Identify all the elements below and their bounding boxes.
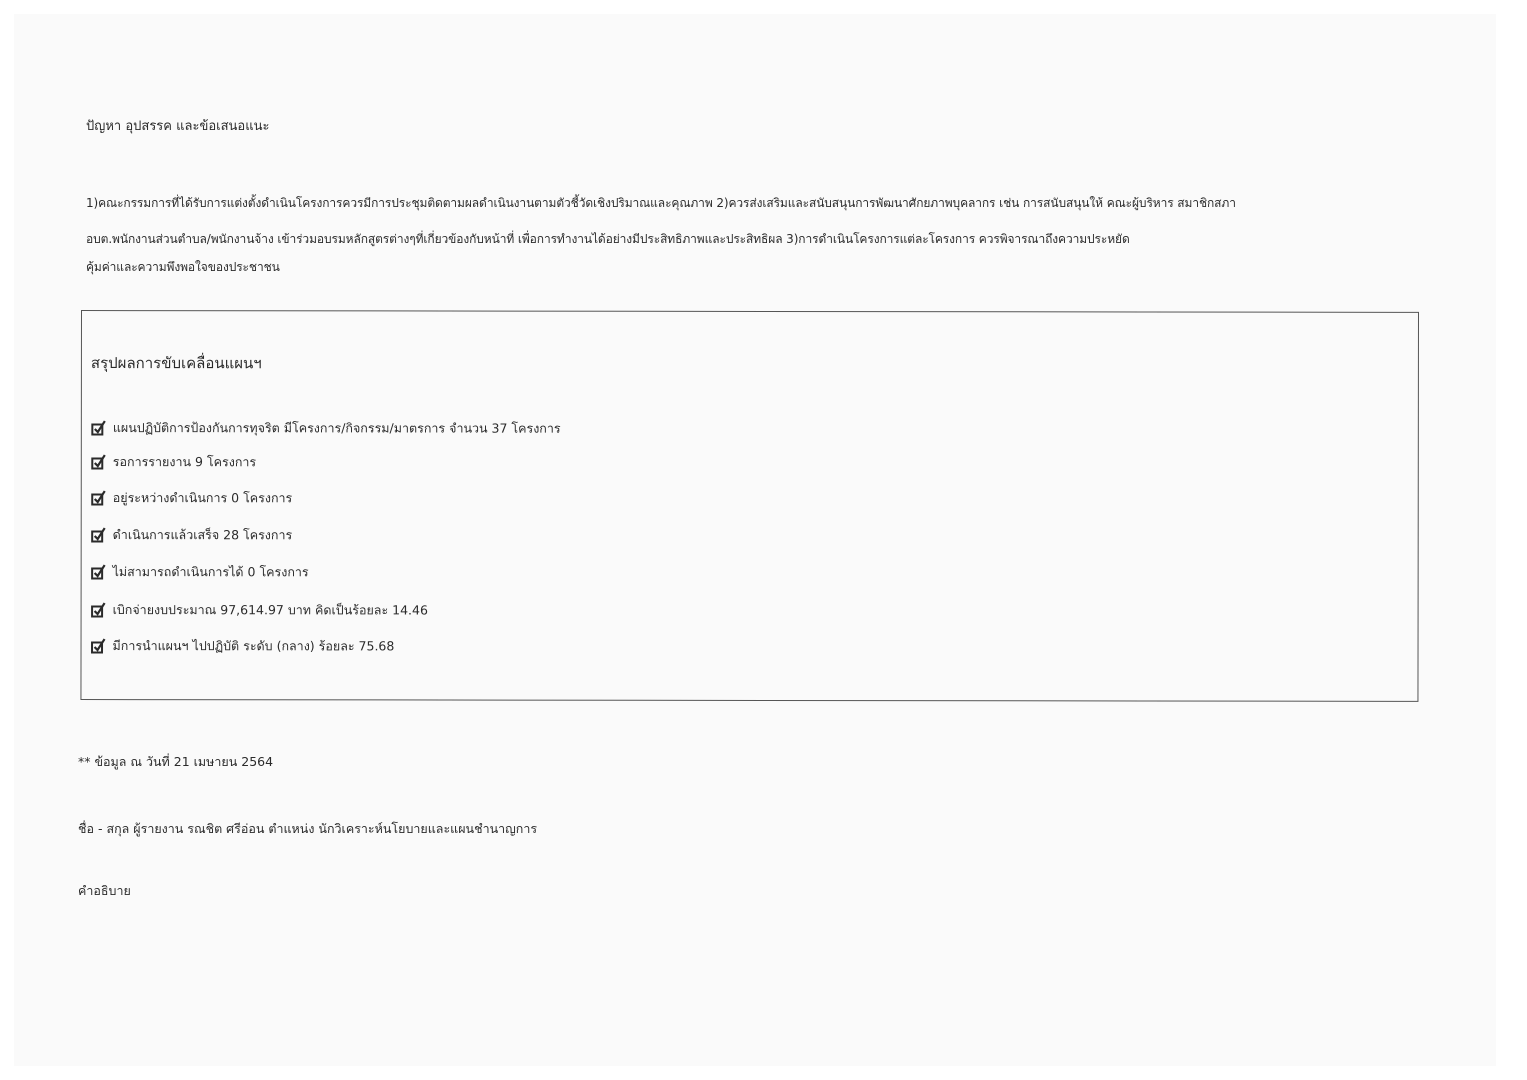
summary-box — [80, 310, 1419, 702]
paragraph-line-2: อบต.พนักงานส่วนตำบล/พนักงานจ้าง เข้าร่วมอบรมหลักสูตรต่างๆที่เกี่ยวข้องกับหน้าที่ เพื่อการทำงานได้อย่างมีประสิทธิภาพและประสิทธิผล 3)การดำเนินโครงการแต่ละโครงการ ควรพิจารณาถึงความประหยัด — [86, 232, 1130, 246]
checkbox-checked-icon — [91, 527, 107, 543]
summary-item — [91, 600, 428, 620]
summary-item — [91, 525, 293, 545]
summary-item-label: เบิกจ่ายงบประมาณ 97,614.97 บาท คิดเป็นร้อยละ 14.46 — [112, 602, 428, 618]
checkbox-checked-icon — [91, 420, 107, 436]
summary-item-label: ดำเนินการแล้วเสร็จ 28 โครงการ — [112, 527, 293, 543]
checkbox-checked-icon — [91, 638, 107, 654]
summary-item-label: มีการนำแผนฯ ไปปฏิบัติ ระดับ (กลาง) ร้อยละ 75.68 — [112, 638, 395, 654]
checkbox-checked-icon — [91, 454, 107, 470]
summary-item-label: รอการรายงาน 9 โครงการ — [112, 454, 257, 470]
summary-item-label: อยู่ระหว่างดำเนินการ 0 โครงการ — [112, 490, 293, 506]
summary-item-label: แผนปฏิบัติการป้องกันการทุจริต มีโครงการ/กิจกรรม/มาตรการ จำนวน 37 โครงการ — [112, 420, 561, 436]
paragraph-line-1: 1)คณะกรรมการที่ได้รับการแต่งตั้งดำเนินโครงการควรมีการประชุมติดตามผลดำเนินงานตามตัวชี้วัดเชิงปริมาณและคุณภาพ 2)ควรส่งเสริมและสนับสนุนการพัฒนาศักยภาพบุคลากร เช่น การสนับสนุนให้ คณะผู้บริหาร สมาชิกสภา — [86, 196, 1236, 210]
summary-item — [91, 562, 309, 582]
checkbox-checked-icon — [91, 602, 107, 618]
summary-item — [91, 452, 256, 472]
summary-item — [91, 488, 293, 508]
paragraph-line-3: คุ้มค่าและความพึงพอใจของประชาชน — [86, 260, 280, 274]
section-heading: ปัญหา อุปสรรค และข้อเสนอแนะ — [86, 119, 270, 134]
checkbox-checked-icon — [91, 564, 107, 580]
summary-title: สรุปผลการขับเคลื่อนแผนฯ — [90, 354, 262, 373]
checkbox-checked-icon — [91, 490, 107, 506]
summary-item-label: ไม่สามารถดำเนินการได้ 0 โครงการ — [112, 564, 309, 580]
data-as-of-note: ** ข้อมูล ณ วันที่ 21 เมษายน 2564 — [78, 754, 274, 769]
summary-item — [91, 418, 561, 439]
reporter-line: ชื่อ - สกุล ผู้รายงาน รณชิต ศรีอ่อน ตำแหน่ง นักวิเคราะห์นโยบายและแผนชำนาญการ — [78, 821, 538, 836]
description-label: คำอธิบาย — [78, 883, 131, 898]
summary-item — [91, 636, 395, 656]
